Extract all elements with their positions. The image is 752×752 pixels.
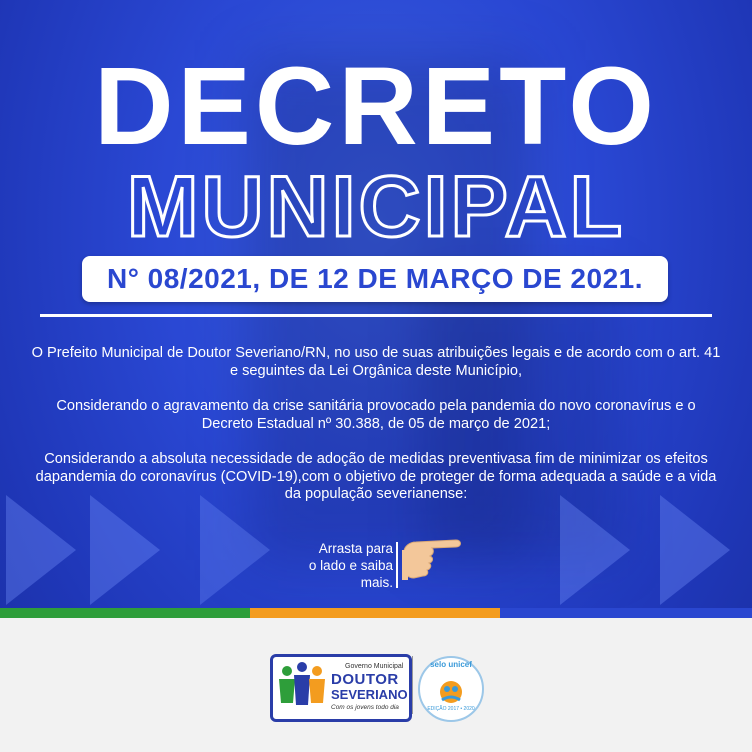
chevron-right-icon [6, 495, 76, 605]
seal-title: selo unicef [430, 660, 472, 669]
seal-edition: EDIÇÃO 2017 • 2020 [427, 706, 475, 712]
pointing-hand-icon [400, 534, 464, 593]
unicef-seal [418, 656, 484, 722]
decree-number-banner [82, 256, 668, 302]
logo-tagline: Com os jovens todo dia [331, 704, 399, 711]
footer-divider [412, 656, 413, 714]
title-municipal: MUNICIPAL [126, 159, 626, 255]
chevron-right-icon [660, 495, 730, 605]
chevron-right-icon [200, 495, 270, 605]
people-icon [275, 659, 329, 715]
decree-number-text: N° 08/2021, DE 12 DE MARÇO DE 2021. [106, 263, 644, 294]
divider-line [40, 314, 712, 317]
title-decreto: DECRETO [94, 45, 658, 168]
swipe-hint-line2: o lado e saiba [308, 558, 393, 573]
stripe-orange [250, 608, 500, 618]
stripe-blue [500, 608, 752, 618]
paragraph-considering-2: Considerando a absoluta necessidade de adoção de medidas preventivasa fim de minimizar os efeitos dapandemia do coronavírus (COVID-19),com o objetivo de proteger de forma adequada a saúde e a vida da população severianense: [35, 451, 717, 502]
swipe-hint[interactable] [280, 540, 393, 591]
paragraph-intro: O Prefeito Municipal de Doutor Severiano/RN, no uso de suas atribuições legais e de acordo com o art. 41 e seguintes da Lei Orgânica deste Município, [31, 345, 721, 379]
logo-name-line2: SEVERIANO [331, 687, 408, 702]
paragraph-considering-1: Considerando o agravamento da crise sanitária provocado pela pandemia do novo coronavírus e o Decreto Estadual nº 30.388, de 05 de março de 2021; [56, 398, 696, 432]
logo-gov-label: Governo Municipal [345, 663, 404, 670]
swipe-hint-bar [396, 542, 398, 588]
doutor-severiano-logo [270, 654, 412, 722]
swipe-hint-line1: Arrasta para [318, 541, 393, 556]
chevron-right-icon [90, 495, 160, 605]
chevron-right-icon [560, 495, 630, 605]
stripe-green [0, 608, 250, 618]
logo-name-line1: DOUTOR [331, 671, 399, 688]
swipe-hint-line3: mais. [360, 575, 393, 590]
